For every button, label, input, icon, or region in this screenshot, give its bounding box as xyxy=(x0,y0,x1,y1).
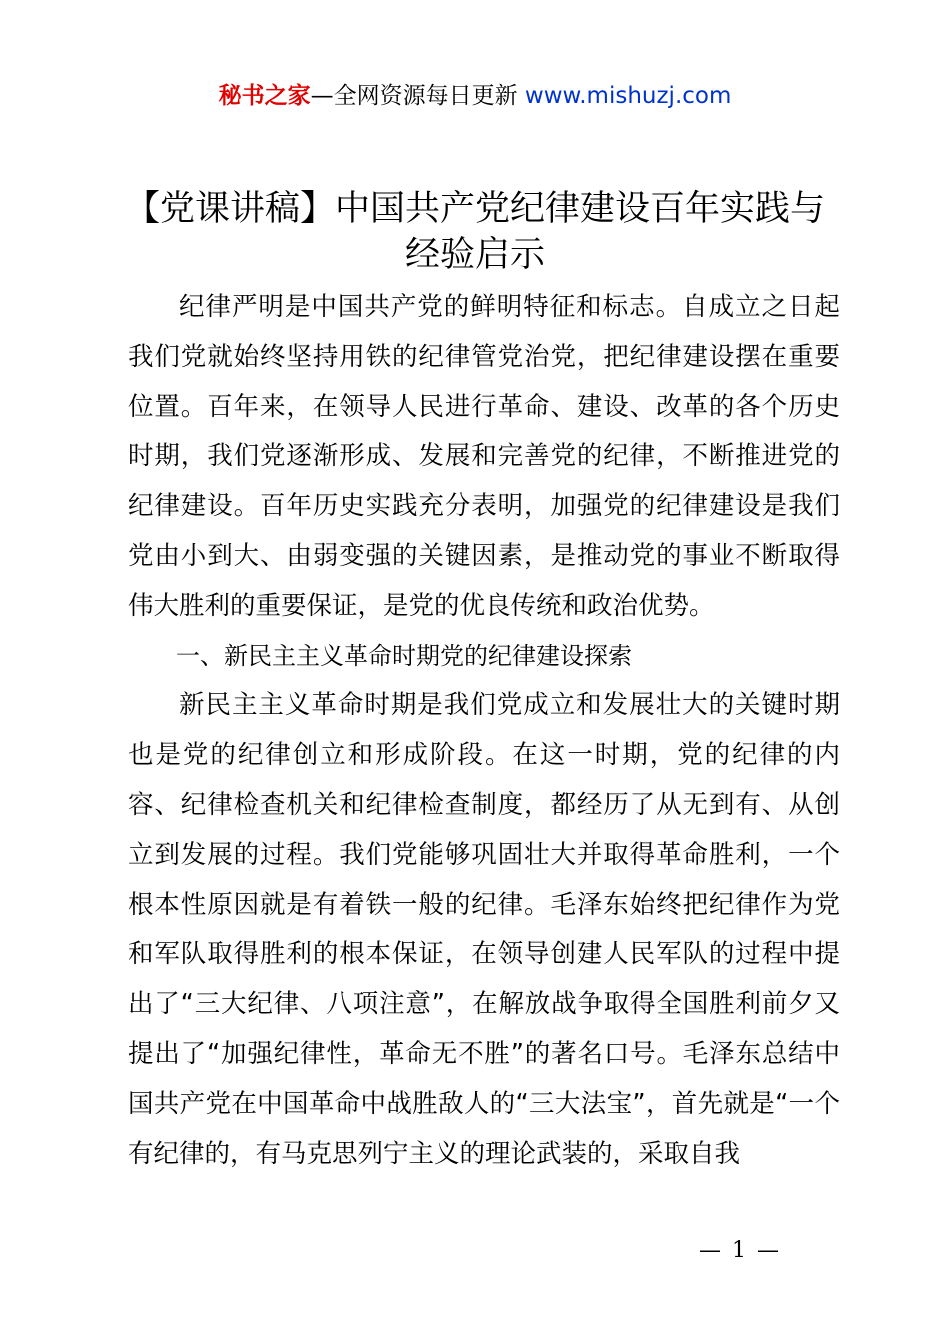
body-paragraph: 新民主主义革命时期是我们党成立和发展壮大的关键时期也是党的纪律创立和形成阶段。在这一时期，党的纪律的内容、纪律检查机关和纪律检查制度，都经历了从无到有、从创立到发展的过程。我们党能够巩固壮大并取得革命胜利，一个根本性原因就是有着铁一般的纪律。毛泽东始终把纪律作为党和军队取得胜利的根本保证，在领导创建人民军队的过程中提出了“三大纪律、八项注意”，在解放战争取得全国胜利前夕又提出了“加强纪律性，革命无不胜”的著名口号。毛泽东总结中国共产党在中国革命中战胜敌人的“三大法宝”，首先就是“一个有纪律的，有马克思列宁主义的理论武装的，采取自我 xyxy=(128,690,840,1169)
page-number: — 1 — xyxy=(699,1238,781,1263)
intro-paragraph: 纪律严明是中国共产党的鲜明特征和标志。自成立之日起我们党就始终坚持用铁的纪律管党治党，把纪律建设摆在重要位置。百年来，在领导人民进行革命、建设、改革的各个历史时期，我们党逐渐形成、发展和完善党的纪律，不断推进党的纪律建设。百年历史实践充分表明，加强党的纪律建设是我们党由小到大、由弱变强的关键因素，是推动党的事业不断取得伟大胜利的重要保证，是党的优良传统和政治优势。 xyxy=(128,292,840,621)
site-url-link[interactable]: www.mishuzj.com xyxy=(524,83,732,109)
header-tagline: —全网资源每日更新 xyxy=(310,83,525,109)
document-body xyxy=(128,283,840,1179)
document-title: 【党课讲稿】中国共产党纪律建设百年实践与经验启示 xyxy=(124,189,825,275)
section-heading: 一、新民主主义革命时期党的纪律建设探索 xyxy=(176,641,632,670)
site-header xyxy=(0,80,950,112)
brand-name: 秘书之家 xyxy=(218,83,311,109)
